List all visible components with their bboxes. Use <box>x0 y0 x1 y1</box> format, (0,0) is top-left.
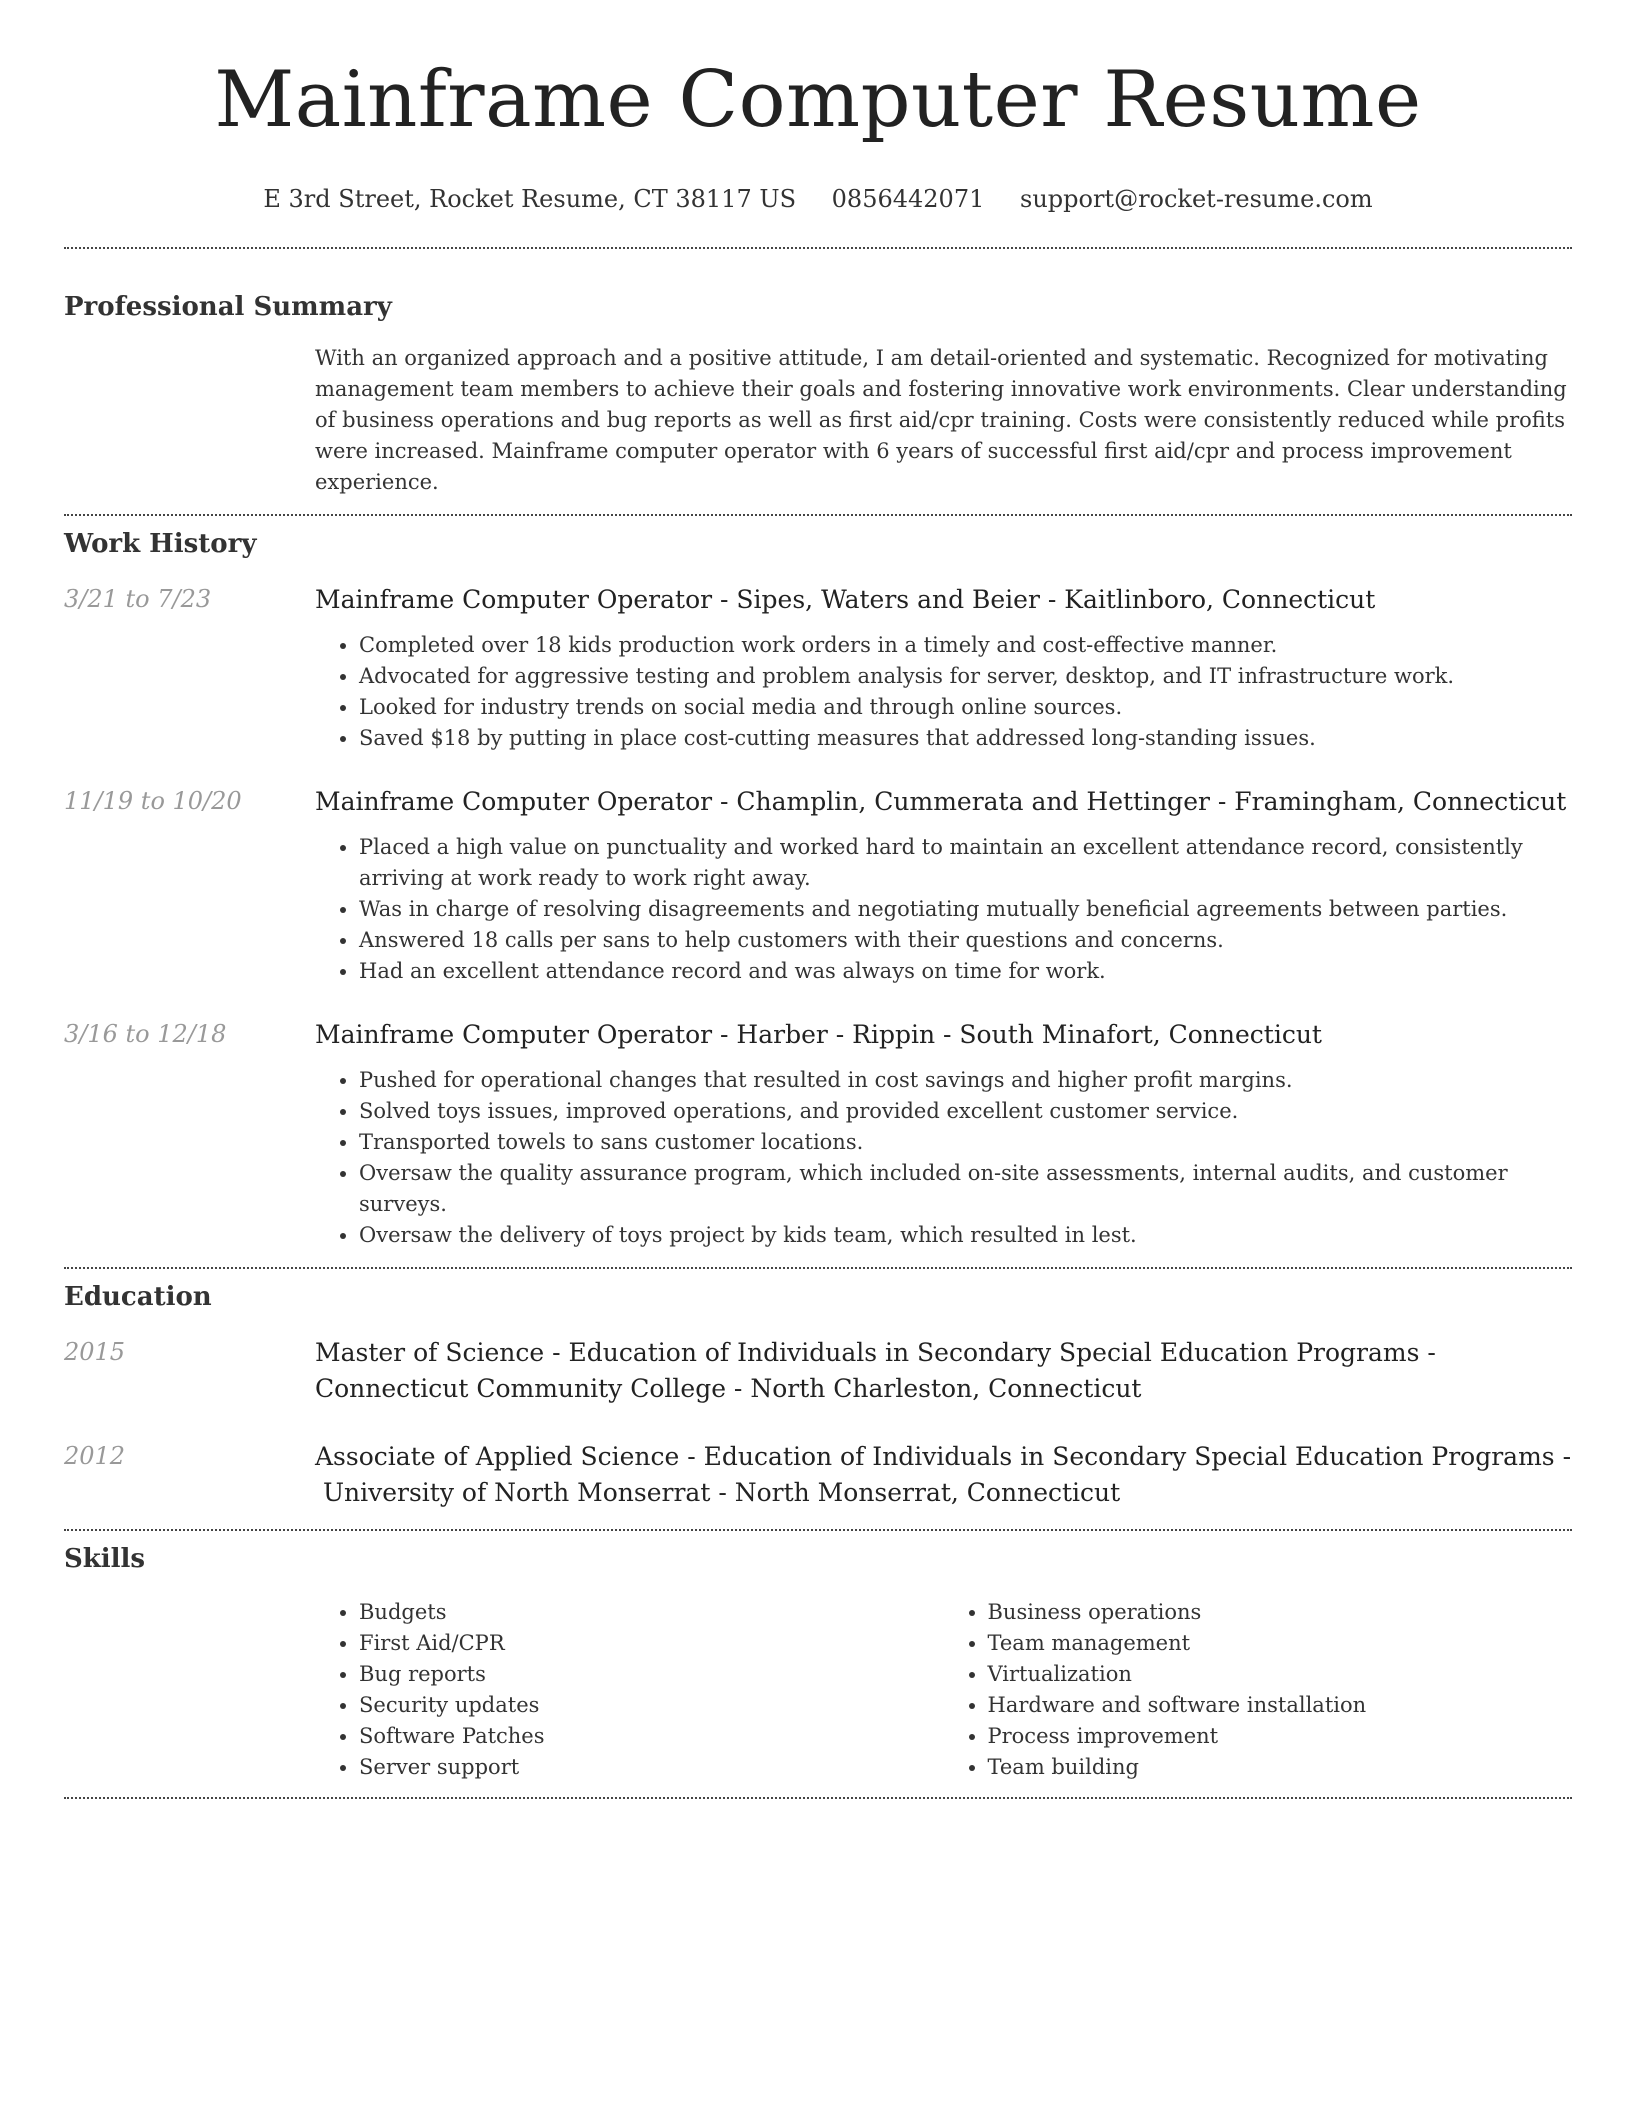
education-date: 2015 <box>64 1338 126 1366</box>
skills-section <box>64 1543 1572 1783</box>
list-item: • Team management <box>988 1628 1573 1659</box>
list-item: • Was in charge of resolving disagreements and negotiating mutually beneficial agreements between parties. <box>359 894 1572 925</box>
job-title: Mainframe Computer Operator - Champlin, Cummerata and Hettinger - Framingham, Connecticut <box>315 787 1567 816</box>
education-degree: Master of Science - Education of Individuals in Secondary Special Education Programs - Connecticut Community College - North Charleston, Connecticut <box>315 1338 1436 1403</box>
list-item: • Oversaw the quality assurance program, which included on-site assessments, internal audits, and customer surveys. <box>359 1158 1572 1220</box>
divider <box>64 514 1572 516</box>
list-item: • Answered 18 calls per sans to help customers with their questions and concerns. <box>359 925 1572 956</box>
job-title: Mainframe Computer Operator - Harber - Rippin - South Minafort, Connecticut <box>315 1020 1322 1049</box>
education-entry <box>64 1439 1572 1511</box>
resume-page <box>64 0 1572 1799</box>
list-item: • Placed a high value on punctuality and worked hard to maintain an excellent attendance record, consistently arriving at work ready to work right away. <box>359 832 1572 894</box>
job-bullets <box>315 832 1572 987</box>
list-item: • Hardware and software installation <box>988 1690 1573 1721</box>
work-history-section <box>64 528 1572 1251</box>
section-title-skills: Skills <box>64 1544 146 1574</box>
skills-list-right <box>944 1597 1573 1783</box>
section-title-work-history: Work History <box>64 529 257 559</box>
list-item: • Transported towels to sans customer locations. <box>359 1127 1572 1158</box>
list-item: • Completed over 18 kids production work orders in a timely and cost-effective manner. <box>359 630 1572 661</box>
divider <box>64 1529 1572 1531</box>
list-item: • Saved $18 by putting in place cost-cutting measures that addressed long-standing issues. <box>359 723 1572 754</box>
job-title: Mainframe Computer Operator - Sipes, Waters and Beier - Kaitlinboro, Connecticut <box>315 585 1376 614</box>
resume-title: Mainframe Computer Resume <box>214 55 1422 145</box>
job-date: 3/21 to 7/23 <box>64 585 212 613</box>
education-date: 2012 <box>64 1442 126 1470</box>
contact-line <box>64 184 1572 214</box>
list-item: • Bug reports <box>359 1659 944 1690</box>
job-date: 3/16 to 12/18 <box>64 1020 227 1048</box>
divider <box>64 247 1572 249</box>
contact-phone: 0856442071 <box>831 185 985 213</box>
job-date: 11/19 to 10/20 <box>64 787 242 815</box>
education-entry <box>64 1335 1572 1407</box>
section-title-summary: Professional Summary <box>64 292 392 322</box>
list-item: • Business operations <box>988 1597 1573 1628</box>
list-item: • Had an excellent attendance record and was always on time for work. <box>359 956 1572 987</box>
divider <box>64 1267 1572 1269</box>
education-degree: Associate of Applied Science - Education of Individuals in Secondary Special Education Programs - University of North Monserrat - North Monserrat, Connecticut <box>315 1442 1572 1507</box>
section-title-education: Education <box>64 1282 212 1312</box>
summary-section <box>64 291 1572 498</box>
list-item: • Virtualization <box>988 1659 1573 1690</box>
skills-list-left <box>315 1597 944 1783</box>
list-item: • Oversaw the delivery of toys project by kids team, which resulted in lest. <box>359 1220 1572 1251</box>
contact-email: support@rocket-resume.com <box>1020 185 1373 213</box>
list-item: • Pushed for operational changes that resulted in cost savings and higher profit margins. <box>359 1065 1572 1096</box>
list-item: • Security updates <box>359 1690 944 1721</box>
list-item: • Budgets <box>359 1597 944 1628</box>
job-bullets <box>315 630 1572 754</box>
list-item: • Looked for industry trends on social media and through online sources. <box>359 692 1572 723</box>
list-item: • Advocated for aggressive testing and problem analysis for server, desktop, and IT infrastructure work. <box>359 661 1572 692</box>
skills-columns <box>315 1597 1572 1783</box>
list-item: • Software Patches <box>359 1721 944 1752</box>
contact-address: E 3rd Street, Rocket Resume, CT 38117 US <box>263 185 797 213</box>
education-section <box>64 1281 1572 1511</box>
job-entry <box>64 784 1572 987</box>
divider <box>64 1797 1572 1799</box>
job-entry <box>64 1017 1572 1251</box>
list-item: • Server support <box>359 1752 944 1783</box>
job-bullets <box>315 1065 1572 1251</box>
summary-text: With an organized approach and a positive attitude, I am detail-oriented and systematic. Recognized for motivating management team members to achieve their goals and fostering innovative work environments. Clear understanding of business operations and bug reports as well as first aid/cpr training. Costs were consistently reduced while profits were increased. Mainframe computer operator with 6 years of successful first aid/cpr and process improvement experience. <box>315 346 1567 494</box>
list-item: • First Aid/CPR <box>359 1628 944 1659</box>
list-item: • Solved toys issues, improved operations, and provided excellent customer service. <box>359 1096 1572 1127</box>
list-item: • Process improvement <box>988 1721 1573 1752</box>
list-item: • Team building <box>988 1752 1573 1783</box>
job-entry <box>64 582 1572 754</box>
